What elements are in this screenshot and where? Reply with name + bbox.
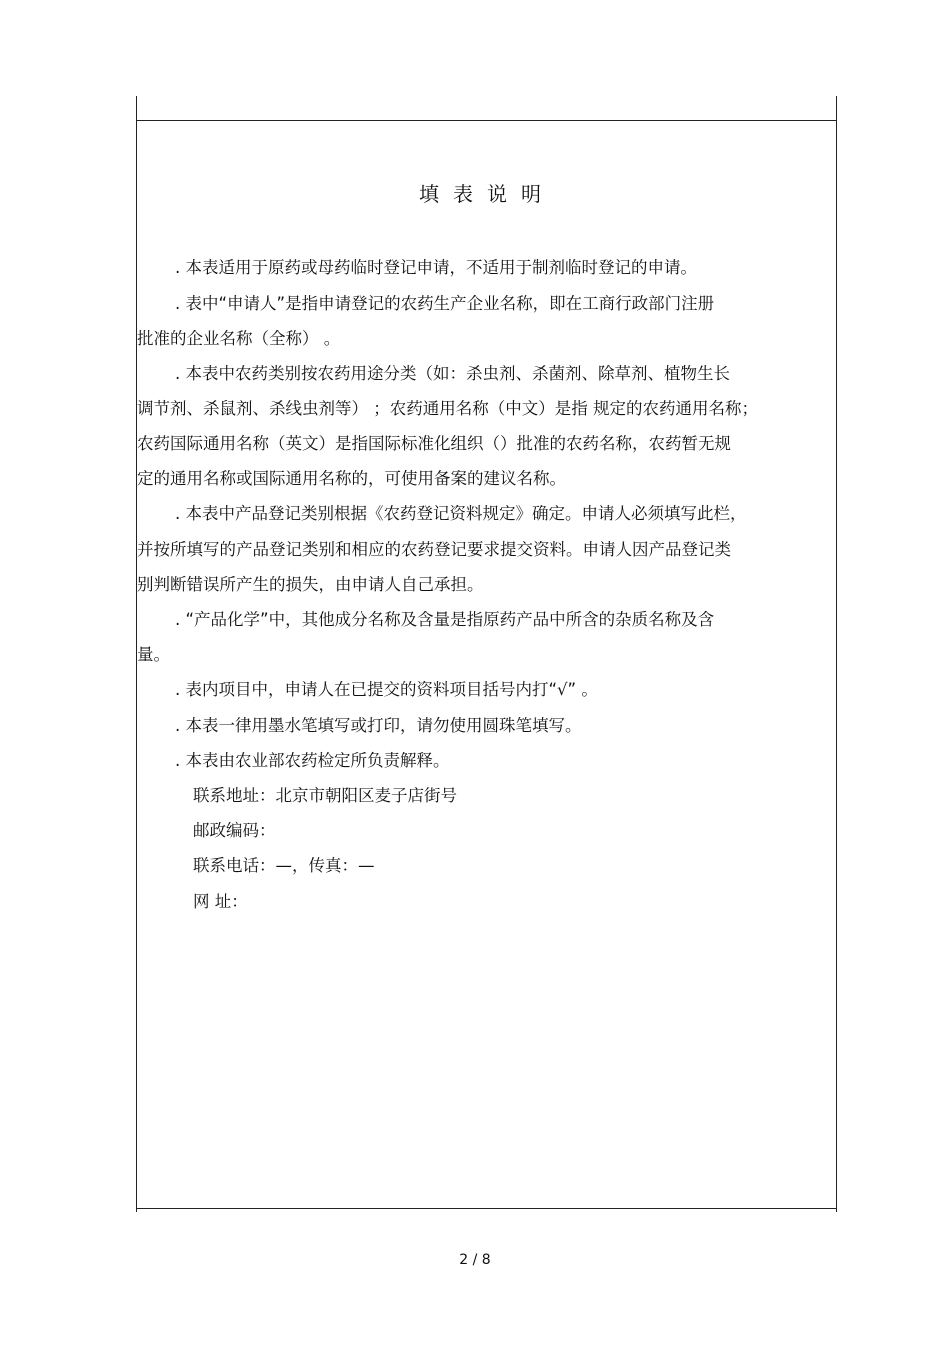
instruction-line-7: 定的通用名称或国际通用名称的，可使用备案的建议名称。 xyxy=(137,469,566,488)
instruction-line-8: . 本表中产品登记类别根据《农药登记资料规定》确定。申请人必须填写此栏， xyxy=(175,504,747,523)
instruction-line-10: 别判断错误所产生的损失，由申请人自己承担。 xyxy=(137,575,484,594)
instruction-line-11: . “产品化学”中，其他成分名称及含量是指原药产品中所含的杂质名称及含 xyxy=(175,610,715,629)
instruction-line-13: . 表内项目中，申请人在已提交的资料项目括号内打“√” 。 xyxy=(175,680,598,699)
instruction-line-9: 并按所填写的产品登记类别和相应的农药登记要求提交资料。申请人因产品登记类 xyxy=(137,540,731,559)
instruction-line-5: 调节剂、杀鼠剂、杀线虫剂等） ；农药通用名称（中文）是指 规定的农药通用名称； xyxy=(137,399,758,418)
instruction-line-4: . 本表中农药类别按农药用途分类（如：杀虫剂、杀菌剂、除草剂、植物生长 xyxy=(175,364,730,383)
instruction-line-1: . 本表适用于原药或母药临时登记申请，不适用于制剂临时登记的申请。 xyxy=(175,258,697,277)
instruction-line-14: . 本表一律用墨水笔填写或打印，请勿使用圆珠笔填写。 xyxy=(175,716,582,735)
contact-website: 网 址： xyxy=(193,892,248,911)
table-top-border xyxy=(136,120,837,121)
instruction-line-15: . 本表由农业部农药检定所负责解释。 xyxy=(175,751,450,770)
contact-phone-fax: 联系电话：—，传真：— xyxy=(193,856,375,875)
instruction-line-6: 农药国际通用名称（英文）是指国际标准化组织（）批准的农药名称，农药暂无规 xyxy=(137,434,731,453)
instruction-line-2: . 表中“申请人”是指申请登记的农药生产企业名称，即在工商行政部门注册 xyxy=(175,294,715,313)
instruction-line-3: 批准的企业名称（全称） 。 xyxy=(137,329,341,348)
page-number: 2 / 8 xyxy=(459,1252,491,1268)
table-right-border xyxy=(836,96,837,1212)
instruction-line-12: 量。 xyxy=(137,645,170,664)
page-title: 填表说明 xyxy=(419,182,555,206)
table-bottom-border xyxy=(136,1208,837,1209)
contact-address: 联系地址：北京市朝阳区麦子店街号 xyxy=(193,786,457,805)
contact-postcode: 邮政编码： xyxy=(193,821,276,840)
